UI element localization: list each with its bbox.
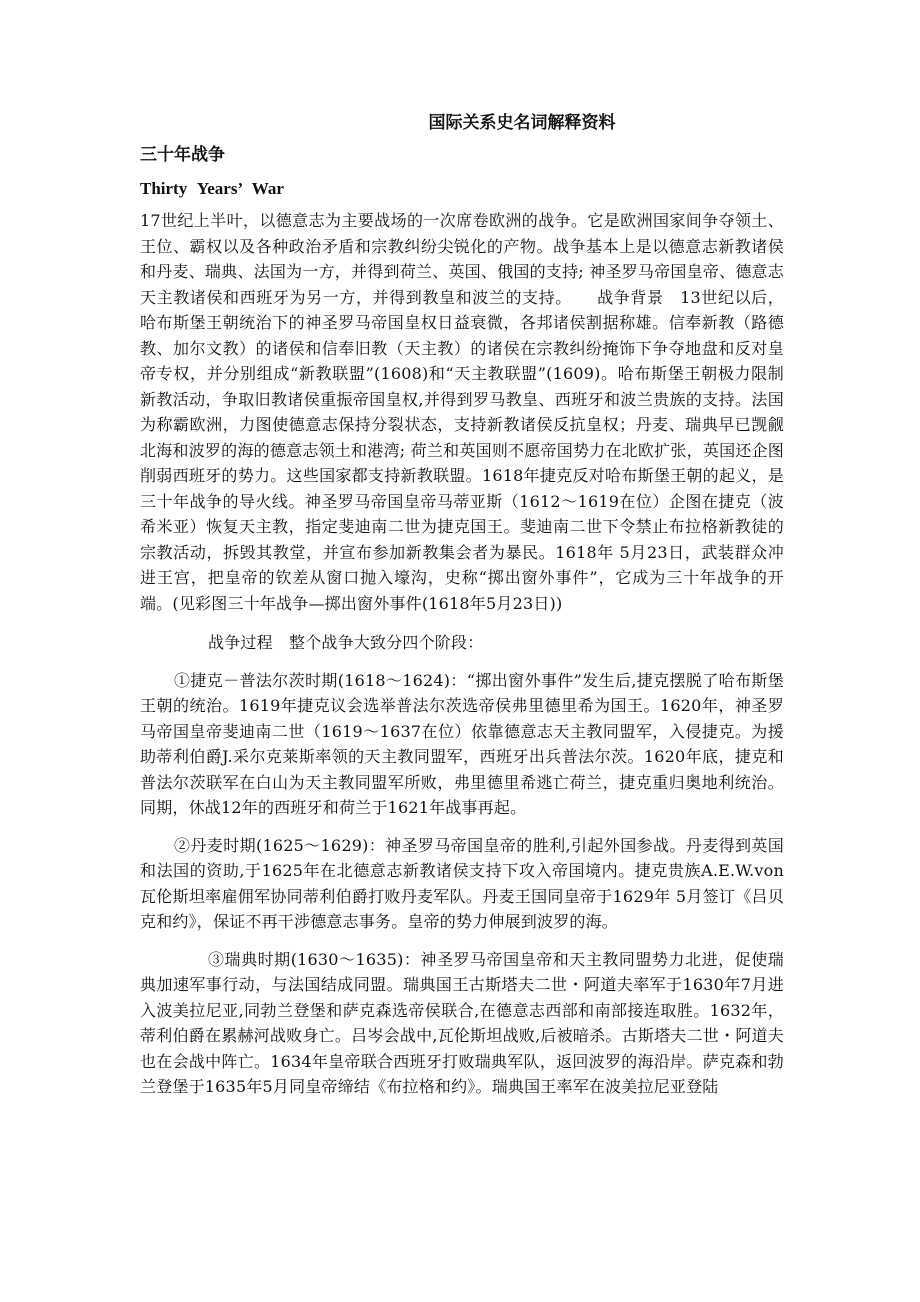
document-page [140,108,784,1100]
term-heading-en: Thirty Years’ War [140,179,284,198]
term-heading-cn: 三十年战争 [140,145,225,165]
paragraph-phase-2: ②丹麦时期(1625～1629)：神圣罗马帝国皇帝的胜利,引起外国参战。丹麦得到英国和法国的资助,于1625年在北德意志新教诸侯支持下攻入帝国境内。捷克贵族A.E.W.von 瓦伦斯坦率雇佣军协同蒂利伯爵打败丹麦军队。丹麦王国同皇帝于1629年 5月签订《吕贝克和约》，保证不再干涉德意志事务。皇帝的势力伸展到波罗的海。 [140,835,784,931]
paragraph-phase-3: ③瑞典时期(1630～1635)：神圣罗马帝国皇帝和天主教同盟势力北进，促使瑞典加速军事行动，与法国结成同盟。瑞典国王古斯塔夫二世・阿道夫率军于1630年7月进入波美拉尼亚,同勃兰登堡和萨克森选帝侯联合,在德意志西部和南部接连取胜。1632年，蒂利伯爵在累赫河战败身亡。吕岑会战中,瓦伦斯坦战败,后被暗杀。古斯塔夫二世・阿道夫也在会战中阵亡。1634年皇帝联合西班牙打败瑞典军队，返回波罗的海沿岸。萨克森和勃兰登堡于1635年5月同皇帝缔结《布拉格和约》。瑞典国王率军在波美拉尼亚登陆 [140,949,784,1096]
paragraph-war-process: 战争过程 整个战争大致分四个阶段： [208,633,484,652]
paragraph-phase-1: ①捷克－普法尔茨时期(1618～1624)：“掷出窗外事件”发生后,捷克摆脱了哈布斯堡王朝的统治。1619年捷克议会选举普法尔茨选帝侯弗里德里希为国王。1620年，神圣罗马帝国皇帝斐迪南二世（1619～1637在位）依靠德意志天主教同盟军，入侵捷克。为援助蒂利伯爵J.采尔克莱斯率领的天主教同盟军，西班牙出兵普法尔茨。1620年底，捷克和普法尔茨联军在白山为天主教同盟军所败，弗里德里希逃亡荷兰，捷克重归奥地利统治。同期，休战12年的西班牙和荷兰于1621年战事再起。 [140,670,784,817]
document-title: 国际关系史名词解释资料 [428,113,616,133]
paragraph-intro: 17世纪上半叶，以德意志为主要战场的一次席卷欧洲的战争。它是欧洲国家间争夺领土、王位、霸权以及各种政治矛盾和宗教纠纷尖锐化的产物。战争基本上是以德意志新教诸侯和丹麦、瑞典、法国为一方，并得到荷兰、英国、俄国的支持; 神圣罗马帝国皇帝、德意志天主教诸侯和西班牙为另一方，并得到教皇和波兰的支持。 战争背景 13世纪以后，哈布斯堡王朝统治下的神圣罗马帝国皇权日益衰微，各邦诸侯割据称雄。信奉新教（路德教、加尔文教）的诸侯和信奉旧教（天主教）的诸侯在宗教纠纷掩饰下争夺地盘和反对皇帝专权，并分别组成“新教联盟”(1608)和“天主教联盟”(1609)。哈布斯堡王朝极力限制新教活动，争取旧教诸侯重振帝国皇权,并得到罗马教皇、西班牙和波兰贵族的支持。法国为称霸欧洲，力图使德意志保持分裂状态，支持新教诸侯反抗皇权；丹麦、瑞典早已觊觎北海和波罗的海的德意志领土和港湾; 荷兰和英国则不愿帝国势力在北欧扩张，英国还企图削弱西班牙的势力。这些国家都支持新教联盟。1618年捷克反对哈布斯堡王朝的起义，是三十年战争的导火线。神圣罗马帝国皇帝马蒂亚斯（1612～1619在位）企图在捷克（波希米亚）恢复天主教，指定斐迪南二世为捷克国王。斐迪南二世下令禁止布拉格新教徒的宗教活动，拆毁其教堂，并宣布参加新教集会者为暴民。1618年 5月23日，武装群众冲进王宫，把皇帝的钦差从窗口抛入壕沟，史称“掷出窗外事件”，它成为三十年战争的开端。(见彩图三十年战争—掷出窗外事件(1618年5月23日)) [140,211,784,613]
